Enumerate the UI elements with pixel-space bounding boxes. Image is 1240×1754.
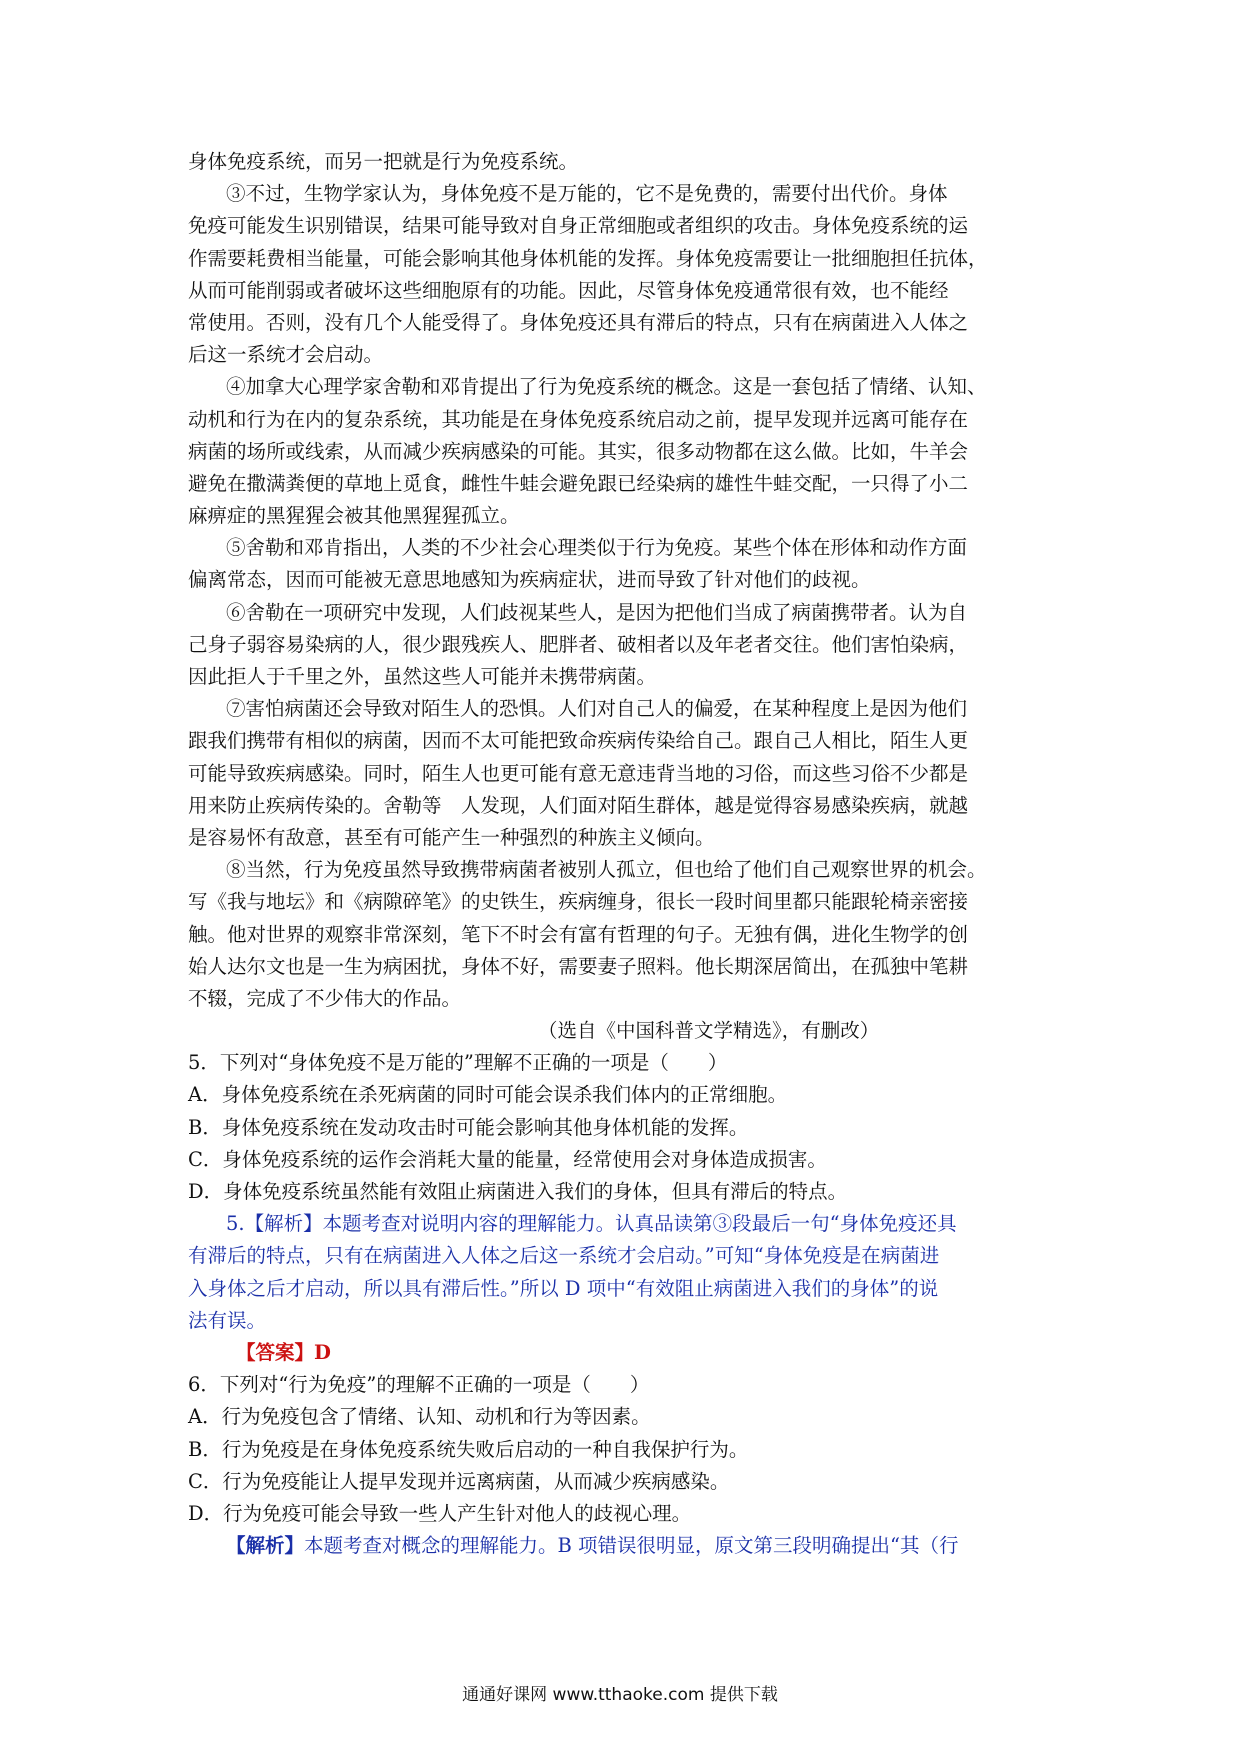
option-d: D．行为免疫可能会导致一些人产生针对他人的歧视心理。: [188, 1501, 692, 1525]
analysis-text: 本题考查对概念的理解能力。B 项错误很明显，原文第三段明确提出“其（行: [304, 1534, 959, 1558]
passage-line: 作需要耗费相当能量，可能会影响其他身体机能的发挥。身体免疫需要让一批细胞担任抗体，: [188, 246, 988, 270]
passage-line: 己身子弱容易染病的人，很少跟残疾人、肥胖者、破相者以及年老者交往。他们害怕染病，: [188, 632, 969, 656]
option-c: C．行为免疫能让人提早发现并远离病菌，从而减少疾病感染。: [188, 1469, 730, 1493]
analysis-tag: 【解析】: [226, 1534, 305, 1558]
answer-line: [188, 1337, 1058, 1369]
passage-line: ⑧当然，行为免疫虽然导致携带病菌者被别人孤立，但也给了他们自己观察世界的机会。: [226, 858, 987, 882]
analysis-line: 法有误。: [188, 1308, 267, 1332]
passage-line: 从而可能削弱或者破坏这些细胞原有的功能。因此，尽管身体免疫通常很有效，也不能经: [188, 278, 949, 302]
question-5: [188, 1047, 1058, 1369]
answer-tag: 【答案】: [236, 1340, 315, 1364]
question-stem: 6．下列对“行为免疫”的理解不正确的一项是（ ）: [188, 1373, 650, 1397]
passage-line: ④加拿大心理学家舍勒和邓肯提出了行为免疫系统的概念。这是一套包括了情绪、认知、: [226, 375, 987, 399]
passage-line: ⑦害怕病菌还会导致对陌生人的恐惧。人们对自己人的偏爱，在某种程度上是因为他们: [226, 697, 968, 721]
passage-line: 避免在撒满粪便的草地上觅食，雌性牛蛙会避免跟已经染病的雄性牛蛙交配，一只得了小二: [188, 471, 969, 495]
passage-line: 免疫可能发生识别错误，结果可能导致对自身正常细胞或者组织的攻击。身体免疫系统的运: [188, 214, 969, 238]
passage-line: 偏离常态，因而可能被无意思地感知为疾病症状，进而导致了针对他们的歧视。: [188, 568, 871, 592]
option-a: A．身体免疫系统在杀死病菌的同时可能会误杀我们体内的正常细胞。: [188, 1083, 788, 1107]
question-6: [188, 1369, 1058, 1562]
question-stem: 5．下列对“身体免疫不是万能的”理解不正确的一项是（ ）: [188, 1051, 728, 1075]
passage-line: ⑥舍勒在一项研究中发现，人们歧视某些人，是因为把他们当成了病菌携带者。认为自: [226, 600, 968, 624]
passage-line: 病菌的场所或线索，从而减少疾病感染的可能。其实，很多动物都在这么做。比如，牛羊会: [188, 439, 969, 463]
passage-line: 因此拒人于千里之外，虽然这些人可能并未携带病菌。: [188, 665, 657, 688]
passage-line: 身体免疫系统，而另一把就是行为免疫系统。: [188, 150, 579, 173]
passage-line: 麻痹症的黑猩猩会被其他黑猩猩孤立。: [188, 504, 520, 528]
passage-line: 用来防止疾病传染的。舍勒等 人发现，人们面对陌生群体，越是觉得容易感染疾病，就越: [188, 793, 969, 817]
analysis-line: [188, 1530, 1058, 1562]
answer-value: D: [314, 1340, 331, 1364]
option-d: D．身体免疫系统虽然能有效阻止病菌进入我们的身体，但具有滞后的特点。: [188, 1180, 848, 1203]
passage-line: 常使用。否则，没有几个人能受得了。身体免疫还具有滞后的特点，只有在病菌进入人体之: [188, 310, 969, 334]
passage-line: 始人达尔文也是一生为病困扰，身体不好，需要妻子照料。他长期深居简出，在孤独中笔耕: [188, 954, 969, 978]
document-body: [188, 146, 1058, 1562]
passage-line: 触。他对世界的观察非常深刻，笔下不时会有富有哲理的句子。无独有偶，进化生物学的创: [188, 922, 969, 946]
option-a: A．行为免疫包含了情绪、认知、动机和行为等因素。: [188, 1405, 651, 1429]
passage-line: 动机和行为在内的复杂系统，其功能是在身体免疫系统启动之前，提早发现并远离可能存在: [188, 407, 969, 431]
passage-line: 跟我们携带有相似的病菌，因而不太可能把致命疾病传染给自己。跟自己人相比，陌生人更: [188, 729, 969, 753]
passage-line: 写《我与地坛》和《病隙碎笔》的史铁生，疾病缠身，很长一段时间里都只能跟轮椅亲密接: [188, 890, 969, 914]
passage-line: ⑤舍勒和邓肯指出，人类的不少社会心理类似于行为免疫。某些个体在形体和动作方面: [226, 536, 968, 560]
passage-line: 是容易怀有敌意，甚至有可能产生一种强烈的种族主义倾向。: [188, 825, 715, 849]
passage-line: 后这一系统才会启动。: [188, 343, 384, 367]
passage-line: ③不过，生物学家认为，身体免疫不是万能的，它不是免费的，需要付出代价。身体: [226, 182, 948, 206]
passage-line: 不辍，完成了不少伟大的作品。: [188, 986, 462, 1010]
analysis-line: 5.【解析】本题考查对说明内容的理解能力。认真品读第③段最后一句“身体免疫还具: [226, 1212, 957, 1236]
passage-source: （选自《中国科普文学精选》，有删改）: [538, 1019, 880, 1043]
option-c: C．身体免疫系统的运作会消耗大量的能量，经常使用会对身体造成损害。: [188, 1147, 827, 1171]
analysis-line: 有滞后的特点，只有在病菌进入人体之后这一系统才会启动。”可知“身体免疫是在病菌进: [188, 1244, 940, 1268]
option-b: B．身体免疫系统在发动攻击时可能会影响其他身体机能的发挥。: [188, 1115, 749, 1139]
passage: [188, 146, 1058, 1015]
page-footer: 通通好课网 www.tthaoke.com 提供下载: [462, 1685, 778, 1705]
option-b: B．行为免疫是在身体免疫系统失败后启动的一种自我保护行为。: [188, 1437, 749, 1461]
analysis-line: 入身体之后才启动，所以具有滞后性。”所以 D 项中“有效阻止病菌进入我们的身体”的说: [188, 1276, 939, 1300]
passage-line: 可能导致疾病感染。同时，陌生人也更可能有意无意违背当地的习俗，而这些习俗不少都是: [188, 761, 969, 785]
